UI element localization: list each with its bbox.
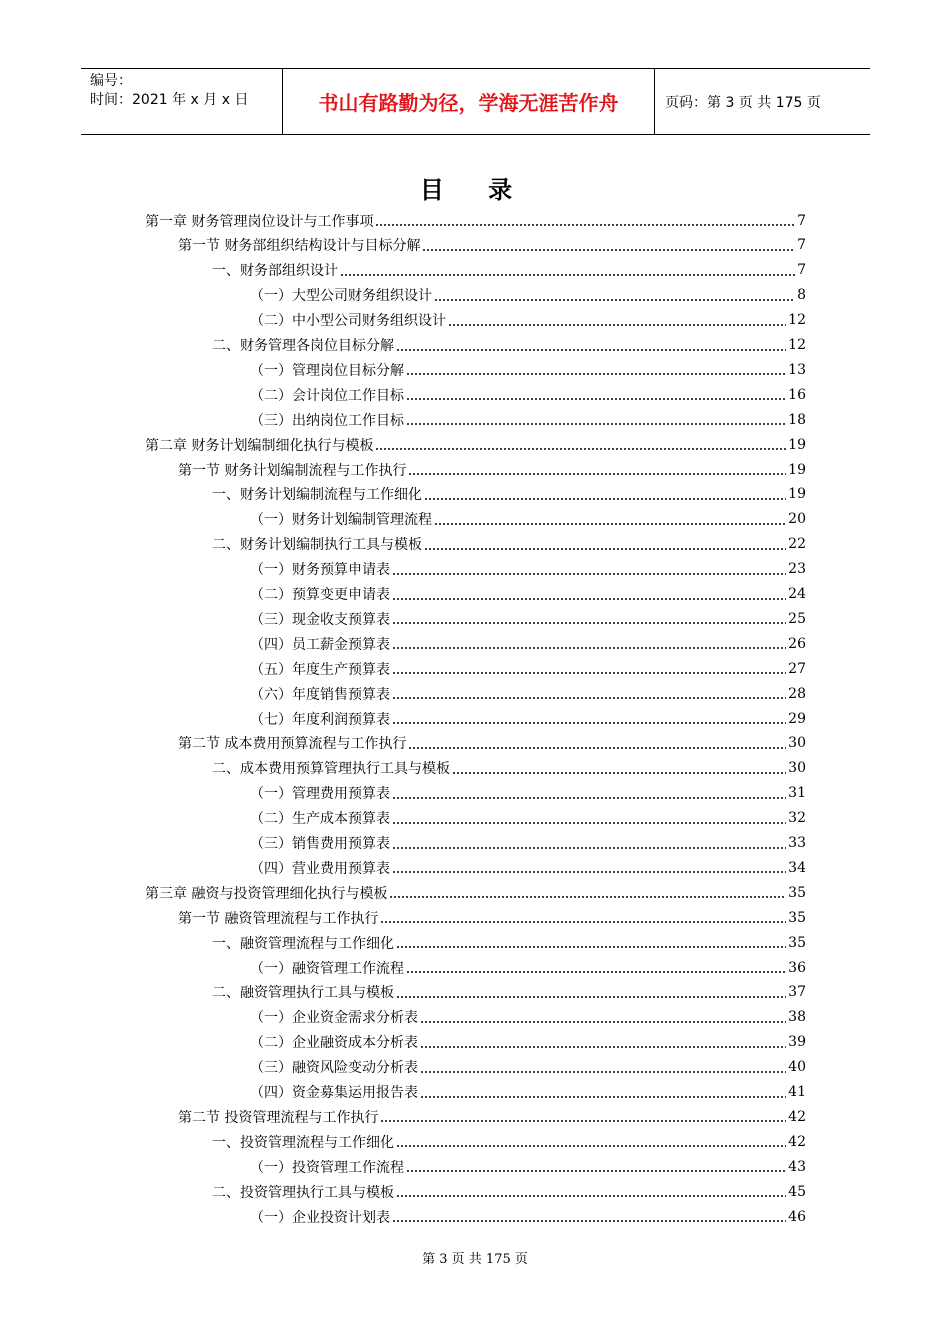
toc-entry[interactable]	[250, 407, 806, 432]
toc-leader-dots	[396, 349, 786, 351]
toc-entry-label: （一）管理费用预算表	[250, 786, 390, 803]
toc-entry-label: （一）融资管理工作流程	[250, 960, 404, 977]
page-header	[81, 68, 870, 135]
toc-entry-label: （二）企业融资成本分析表	[250, 1035, 418, 1052]
toc-entry-page: 8	[797, 287, 806, 304]
toc-entry-label: （一）管理岗位目标分解	[250, 362, 404, 379]
toc-entry-label: 一、投资管理流程与工作细化	[212, 1134, 394, 1151]
toc-entry-label: 第一节 财务部组织结构设计与目标分解	[178, 238, 421, 255]
toc-entry-page: 22	[788, 536, 806, 553]
toc-leader-dots	[392, 598, 786, 600]
toc-leader-dots	[448, 324, 786, 326]
toc-entry-page: 29	[788, 710, 806, 727]
toc-entry[interactable]	[250, 1080, 806, 1105]
toc-entry[interactable]	[212, 258, 806, 283]
toc-entry[interactable]	[178, 1104, 806, 1129]
toc-leader-dots	[434, 523, 786, 525]
toc-entry[interactable]	[212, 756, 806, 781]
toc-entry-label: （一）企业投资计划表	[250, 1209, 390, 1226]
toc-leader-dots	[392, 622, 786, 624]
toc-entry-page: 12	[788, 337, 806, 353]
toc-entry[interactable]	[250, 631, 806, 656]
toc-entry-page: 25	[788, 610, 806, 627]
toc-entry-label: 第三章 融资与投资管理细化执行与模板	[145, 885, 388, 902]
toc-entry-page: 23	[788, 561, 806, 578]
toc-entry-page: 42	[788, 1108, 806, 1125]
toc-entry-label: （四）员工薪金预算表	[250, 636, 390, 653]
toc-entry-label: 第一节 融资管理流程与工作执行	[178, 910, 379, 927]
toc-entry-page: 37	[788, 984, 806, 1001]
toc-entry[interactable]	[250, 557, 806, 582]
toc-leader-dots	[392, 1220, 786, 1222]
toc-entry-label: 二、投资管理执行工具与模板	[212, 1184, 394, 1201]
toc-entry-label: 一、财务计划编制流程与工作细化	[212, 487, 422, 504]
toc-entry-page: 35	[788, 909, 806, 926]
toc-leader-dots	[420, 1021, 786, 1023]
toc-entry-label: 第二章 财务计划编制细化执行与模板	[145, 437, 374, 454]
toc-leader-dots	[392, 797, 786, 799]
toc-entry[interactable]	[145, 208, 806, 233]
toc-entry-label: 二、融资管理执行工具与模板	[212, 985, 394, 1002]
toc-entry[interactable]	[250, 706, 806, 731]
toc-entry[interactable]	[250, 781, 806, 806]
toc-leader-dots	[375, 448, 786, 450]
toc-entry-page: 30	[788, 760, 806, 777]
toc-entry-label: （五）年度生产预算表	[250, 661, 390, 678]
toc-entry[interactable]	[145, 432, 806, 457]
toc-entry-page: 38	[788, 1009, 806, 1026]
toc-leader-dots	[424, 498, 786, 500]
toc-leader-dots	[392, 647, 786, 649]
toc-entry-label: 第二节 成本费用预算流程与工作执行	[178, 736, 407, 753]
toc-entry[interactable]	[250, 855, 806, 880]
toc-title: 目 录	[419, 175, 531, 204]
toc-entry-label: （四）资金募集运用报告表	[250, 1085, 418, 1101]
toc-entry-page: 43	[788, 1158, 806, 1175]
toc-entry-label: 二、财务管理各岗位目标分解	[212, 338, 394, 354]
toc-leader-dots	[380, 1120, 786, 1122]
toc-entry-page: 35	[788, 934, 806, 951]
toc-entry[interactable]	[212, 482, 806, 507]
document-date: 时间：2021 年 x 月 x 日	[90, 92, 249, 108]
toc-leader-dots	[392, 697, 786, 699]
toc-entry-label: 二、财务计划编制执行工具与模板	[212, 537, 422, 554]
toc-leader-dots	[406, 1170, 786, 1172]
toc-entry-page: 27	[788, 660, 806, 677]
toc-entry-label: （二）会计岗位工作目标	[250, 387, 404, 404]
header-motto: 书山有路勤为径，学海无涯苦作舟	[283, 69, 655, 134]
toc-entry-page: 32	[788, 810, 806, 827]
toc-leader-dots	[420, 1071, 786, 1073]
toc-entry-label: （三）现金收支预算表	[250, 611, 390, 628]
toc-entry-page: 41	[788, 1084, 806, 1100]
toc-entry[interactable]	[178, 905, 806, 930]
toc-entry-page: 16	[788, 386, 806, 403]
toc-leader-dots	[452, 772, 786, 774]
toc-leader-dots	[422, 249, 795, 251]
toc-entry[interactable]	[250, 382, 806, 407]
toc-entry[interactable]	[178, 731, 806, 756]
toc-leader-dots	[406, 423, 786, 425]
toc-entry[interactable]	[250, 507, 806, 532]
toc-entry-page: 7	[797, 212, 806, 229]
toc-leader-dots	[392, 722, 786, 724]
toc-entry-page: 19	[788, 461, 806, 478]
toc-leader-dots	[396, 1145, 786, 1147]
toc-entry[interactable]	[250, 1055, 806, 1080]
toc-entry-page: 26	[788, 635, 806, 652]
toc-entry[interactable]	[250, 1005, 806, 1030]
toc-leader-dots	[396, 1195, 786, 1197]
toc-leader-dots	[396, 996, 786, 998]
toc-entry-label: （一）企业资金需求分析表	[250, 1010, 418, 1027]
toc-entry-label: 一、融资管理流程与工作细化	[212, 935, 394, 952]
header-meta	[81, 69, 283, 134]
toc-leader-dots	[408, 747, 786, 749]
toc-entry[interactable]	[145, 880, 806, 905]
toc-entry-label: （三）融资风险变动分析表	[250, 1060, 418, 1077]
toc-entry-label: （一）大型公司财务组织设计	[250, 288, 432, 305]
toc-entry-page: 7	[797, 262, 806, 279]
toc-entry[interactable]	[212, 532, 806, 557]
toc-leader-dots	[392, 847, 786, 849]
toc-entry[interactable]	[250, 955, 806, 980]
toc-leader-dots	[392, 871, 786, 873]
toc-entry[interactable]	[212, 1129, 806, 1154]
toc-leader-dots	[420, 1096, 786, 1098]
toc-entry-label: （七）年度利润预算表	[250, 711, 390, 728]
toc-entry-page: 28	[788, 685, 806, 702]
toc-entry-page: 19	[788, 436, 806, 453]
toc-leader-dots	[406, 971, 786, 973]
toc-entry[interactable]	[212, 930, 806, 955]
toc-leader-dots	[392, 672, 786, 674]
toc-entry-page: 40	[788, 1059, 806, 1076]
toc-entry-page: 19	[788, 486, 806, 503]
toc-leader-dots	[424, 548, 786, 550]
toc-entry[interactable]	[212, 1179, 806, 1204]
toc-leader-dots	[420, 1046, 786, 1048]
toc-entry[interactable]	[250, 1030, 806, 1055]
toc-entry-page: 18	[788, 411, 806, 428]
toc-entry-label: （六）年度销售预算表	[250, 686, 390, 703]
header-page-info: 页码：第 3 页 共 175 页	[665, 94, 821, 111]
toc-entry[interactable]	[250, 283, 806, 308]
toc-leader-dots	[375, 224, 795, 226]
page-footer: 第 3 页 共 175 页	[422, 1252, 528, 1267]
toc-entry[interactable]	[250, 357, 806, 382]
toc-entry-page: 30	[788, 735, 806, 752]
toc-entry-label: （一）投资管理工作流程	[250, 1159, 404, 1176]
toc-leader-dots	[396, 946, 786, 948]
toc-entry-label: （二）预算变更申请表	[250, 587, 390, 603]
toc-leader-dots	[406, 373, 786, 375]
toc-entry-page: 36	[788, 959, 806, 976]
toc-leader-dots	[406, 398, 786, 400]
toc-leader-dots	[389, 896, 786, 898]
toc-entry-label: 一、财务部组织设计	[212, 263, 338, 280]
toc-leader-dots	[380, 921, 786, 923]
toc-entry-page: 24	[788, 586, 806, 602]
toc-entry-page: 34	[788, 859, 806, 876]
toc-entry-label: 第一节 财务计划编制流程与工作执行	[178, 462, 407, 479]
toc-entry-label: （二）中小型公司财务组织设计	[250, 313, 446, 330]
toc-leader-dots	[340, 274, 795, 276]
toc-entry[interactable]	[250, 806, 806, 831]
toc-entry-label: （三）出纳岗位工作目标	[250, 412, 404, 429]
toc-entry-page: 46	[788, 1208, 806, 1225]
toc-entry-label: （一）财务预算申请表	[250, 562, 390, 579]
document-number-label: 编号：	[90, 73, 132, 89]
toc-entry[interactable]	[178, 233, 806, 258]
toc-entry-page: 39	[788, 1034, 806, 1051]
toc-entry[interactable]	[212, 333, 806, 358]
toc-entry[interactable]	[250, 1154, 806, 1179]
toc-entry[interactable]	[250, 308, 806, 333]
toc-entry-label: 第一章 财务管理岗位设计与工作事项	[145, 213, 374, 230]
toc-entry[interactable]	[212, 980, 806, 1005]
toc-entry-page: 33	[788, 835, 806, 851]
toc-entry-label: （四）营业费用预算表	[250, 860, 390, 877]
toc-entry-label: （一）财务计划编制管理流程	[250, 512, 432, 529]
toc-entry-page: 42	[788, 1133, 806, 1150]
toc-entry-label: 二、成本费用预算管理执行工具与模板	[212, 761, 450, 778]
toc-entry[interactable]	[250, 582, 806, 607]
toc-entry-page: 13	[788, 361, 806, 378]
toc-entry[interactable]	[250, 831, 806, 856]
toc-entry-page: 20	[788, 511, 806, 528]
toc-entry[interactable]	[250, 1204, 806, 1229]
toc-leader-dots	[434, 299, 795, 301]
toc-entry[interactable]	[178, 457, 806, 482]
toc-entry-label: （二）生产成本预算表	[250, 811, 390, 828]
toc-entry-page: 12	[788, 312, 806, 329]
toc-entry-page: 31	[788, 785, 806, 802]
toc-leader-dots	[392, 822, 786, 824]
toc-leader-dots	[392, 573, 786, 575]
toc-entry[interactable]	[250, 681, 806, 706]
toc-entry[interactable]	[250, 606, 806, 631]
toc-entry-page: 7	[797, 237, 806, 254]
toc-leader-dots	[408, 473, 786, 475]
toc-entry-page: 35	[788, 884, 806, 901]
toc-entry-label: （三）销售费用预算表	[250, 836, 390, 852]
toc-entry[interactable]	[250, 656, 806, 681]
toc-entry-page: 45	[788, 1183, 806, 1200]
toc-entry-label: 第二节 投资管理流程与工作执行	[178, 1109, 379, 1126]
